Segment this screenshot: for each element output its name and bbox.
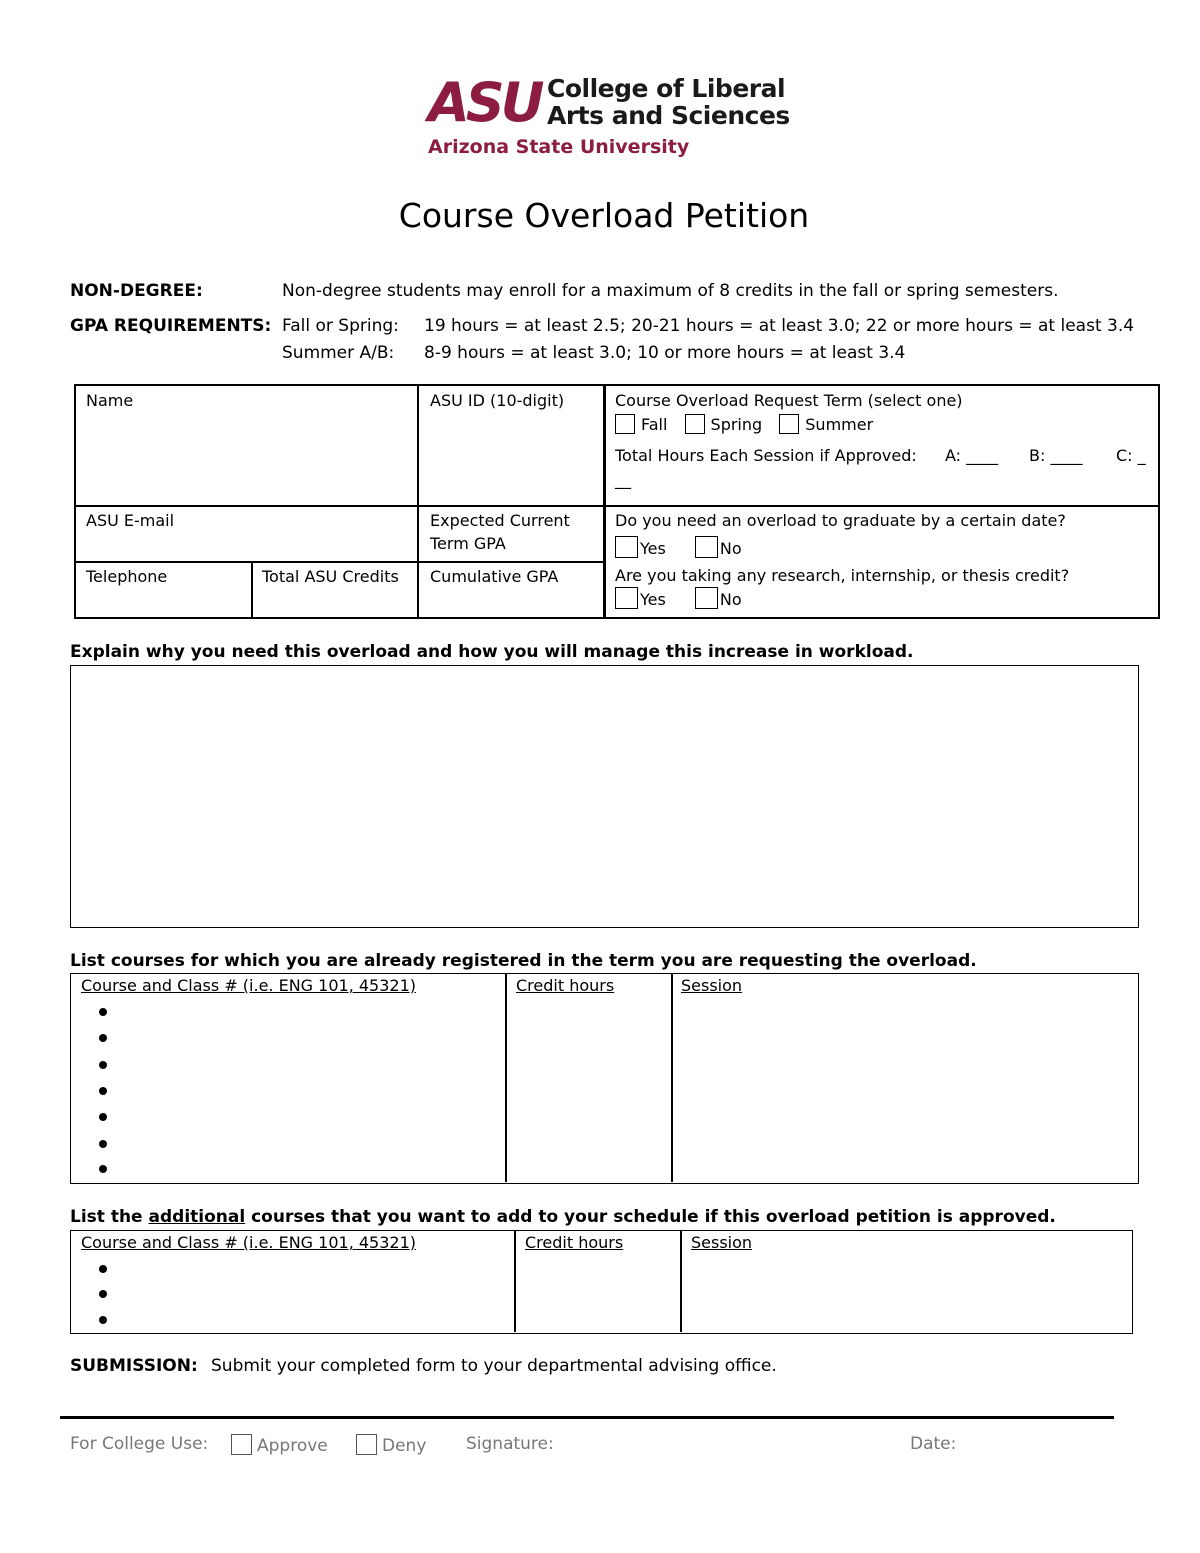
fall-option-label: Fall	[641, 415, 668, 434]
additional-col-credits: Credit hours	[525, 1233, 624, 1252]
gpa-summer-label: Summer A/B:	[282, 343, 395, 363]
summer-option-label: Summer	[805, 415, 874, 434]
hours-c-field[interactable]: C: _	[1116, 446, 1146, 465]
deny-label: Deny	[382, 1436, 427, 1456]
page-title: Course Overload Petition	[398, 196, 810, 235]
additional-col-course: Course and Class # (i.e. ENG 101, 45321)	[81, 1233, 417, 1252]
research-no-label: No	[719, 590, 742, 609]
deny-option	[356, 1434, 426, 1456]
list-bullet	[99, 1061, 107, 1069]
registered-heading: List courses for which you are already registered in the term you are requesting the overload.	[70, 951, 977, 971]
research-yes-label: Yes	[640, 590, 666, 609]
graduate-yes-checkbox[interactable]	[615, 536, 638, 558]
gpa-summer-text: 8-9 hours = at least 3.0; 10 or more hours = at least 3.4	[424, 343, 906, 363]
hours-a-field[interactable]: A: ____	[945, 446, 999, 465]
research-options	[615, 587, 742, 611]
registered-col-credits: Credit hours	[516, 976, 615, 995]
graduate-yes-label: Yes	[640, 539, 666, 558]
approve-checkbox[interactable]	[231, 1434, 252, 1455]
total-credits-field-label[interactable]: Total ASU Credits	[262, 567, 399, 586]
submission-text: Submit your completed form to your departmental advising office.	[211, 1356, 777, 1376]
list-bullet	[99, 1290, 107, 1298]
research-no-checkbox[interactable]	[695, 587, 718, 609]
list-bullet	[99, 1165, 107, 1173]
expected-gpa-label-line1[interactable]: Expected Current	[430, 511, 570, 530]
graduate-no-checkbox[interactable]	[695, 536, 718, 558]
graduate-no-label: No	[719, 539, 742, 558]
additional-courses-table[interactable]	[70, 1230, 1133, 1334]
list-bullet	[99, 1140, 107, 1148]
footer-divider	[60, 1416, 1114, 1419]
list-bullet	[99, 1008, 107, 1016]
university-name: Arizona State University	[428, 136, 690, 158]
list-bullet	[99, 1265, 107, 1273]
additional-col-session: Session	[691, 1233, 753, 1252]
expected-gpa-label-line2: Term GPA	[430, 534, 506, 553]
gpa-fall-label: Fall or Spring:	[282, 316, 399, 336]
registered-courses-table[interactable]	[70, 973, 1139, 1184]
approve-option	[231, 1434, 328, 1456]
fall-checkbox[interactable]	[615, 414, 635, 434]
college-name-line2: Arts and Sciences	[547, 101, 790, 130]
research-question: Are you taking any research, internship, or thesis credit?	[615, 566, 1070, 585]
approve-label: Approve	[257, 1436, 328, 1456]
nondegree-text: Non-degree students may enroll for a maximum of 8 credits in the fall or spring semesters.	[282, 281, 1059, 301]
graduate-options	[615, 536, 742, 560]
telephone-field-label[interactable]: Telephone	[86, 567, 168, 586]
hours-c-wrap: __	[615, 470, 631, 489]
asu-id-field-label[interactable]: ASU ID (10-digit)	[430, 391, 565, 410]
spring-option-label: Spring	[710, 415, 763, 434]
explain-textarea[interactable]	[70, 665, 1139, 928]
cumulative-gpa-field-label[interactable]: Cumulative GPA	[430, 567, 559, 586]
deny-checkbox[interactable]	[356, 1434, 377, 1455]
registered-col-session: Session	[681, 976, 743, 995]
nondegree-label: NON-DEGREE:	[70, 281, 203, 301]
term-options	[615, 413, 873, 436]
list-bullet	[99, 1087, 107, 1095]
name-field-label[interactable]: Name	[86, 391, 134, 410]
submission-label: SUBMISSION:	[70, 1356, 198, 1376]
research-yes-checkbox[interactable]	[615, 587, 638, 609]
request-term-label: Course Overload Request Term (select one)	[615, 391, 963, 410]
graduate-question: Do you need an overload to graduate by a certain date?	[615, 511, 1066, 530]
spring-checkbox[interactable]	[685, 414, 705, 434]
registered-col-course: Course and Class # (i.e. ENG 101, 45321)	[81, 976, 417, 995]
explain-heading: Explain why you need this overload and how you will manage this increase in workload.	[70, 642, 914, 662]
asu-logo-mark: ASU	[428, 71, 541, 134]
summer-checkbox[interactable]	[779, 414, 799, 434]
date-label[interactable]: Date:	[910, 1434, 957, 1454]
additional-heading: List the additional courses that you want to add to your schedule if this overload petition is approved.	[70, 1207, 1056, 1227]
college-name-line1: College of Liberal	[547, 74, 786, 103]
list-bullet	[99, 1113, 107, 1121]
list-bullet	[99, 1316, 107, 1324]
student-info-grid	[74, 384, 1160, 619]
total-hours-label: Total Hours Each Session if Approved:	[615, 446, 917, 465]
hours-b-field[interactable]: B: ____	[1029, 446, 1083, 465]
gpa-label: GPA REQUIREMENTS:	[70, 316, 272, 336]
gpa-fall-text: 19 hours = at least 2.5; 20-21 hours = at least 3.0; 22 or more hours = at least 3.4	[424, 316, 1135, 336]
email-field-label[interactable]: ASU E-mail	[86, 511, 175, 530]
college-use-label: For College Use:	[70, 1434, 209, 1454]
signature-label[interactable]: Signature:	[466, 1434, 554, 1454]
list-bullet	[99, 1034, 107, 1042]
